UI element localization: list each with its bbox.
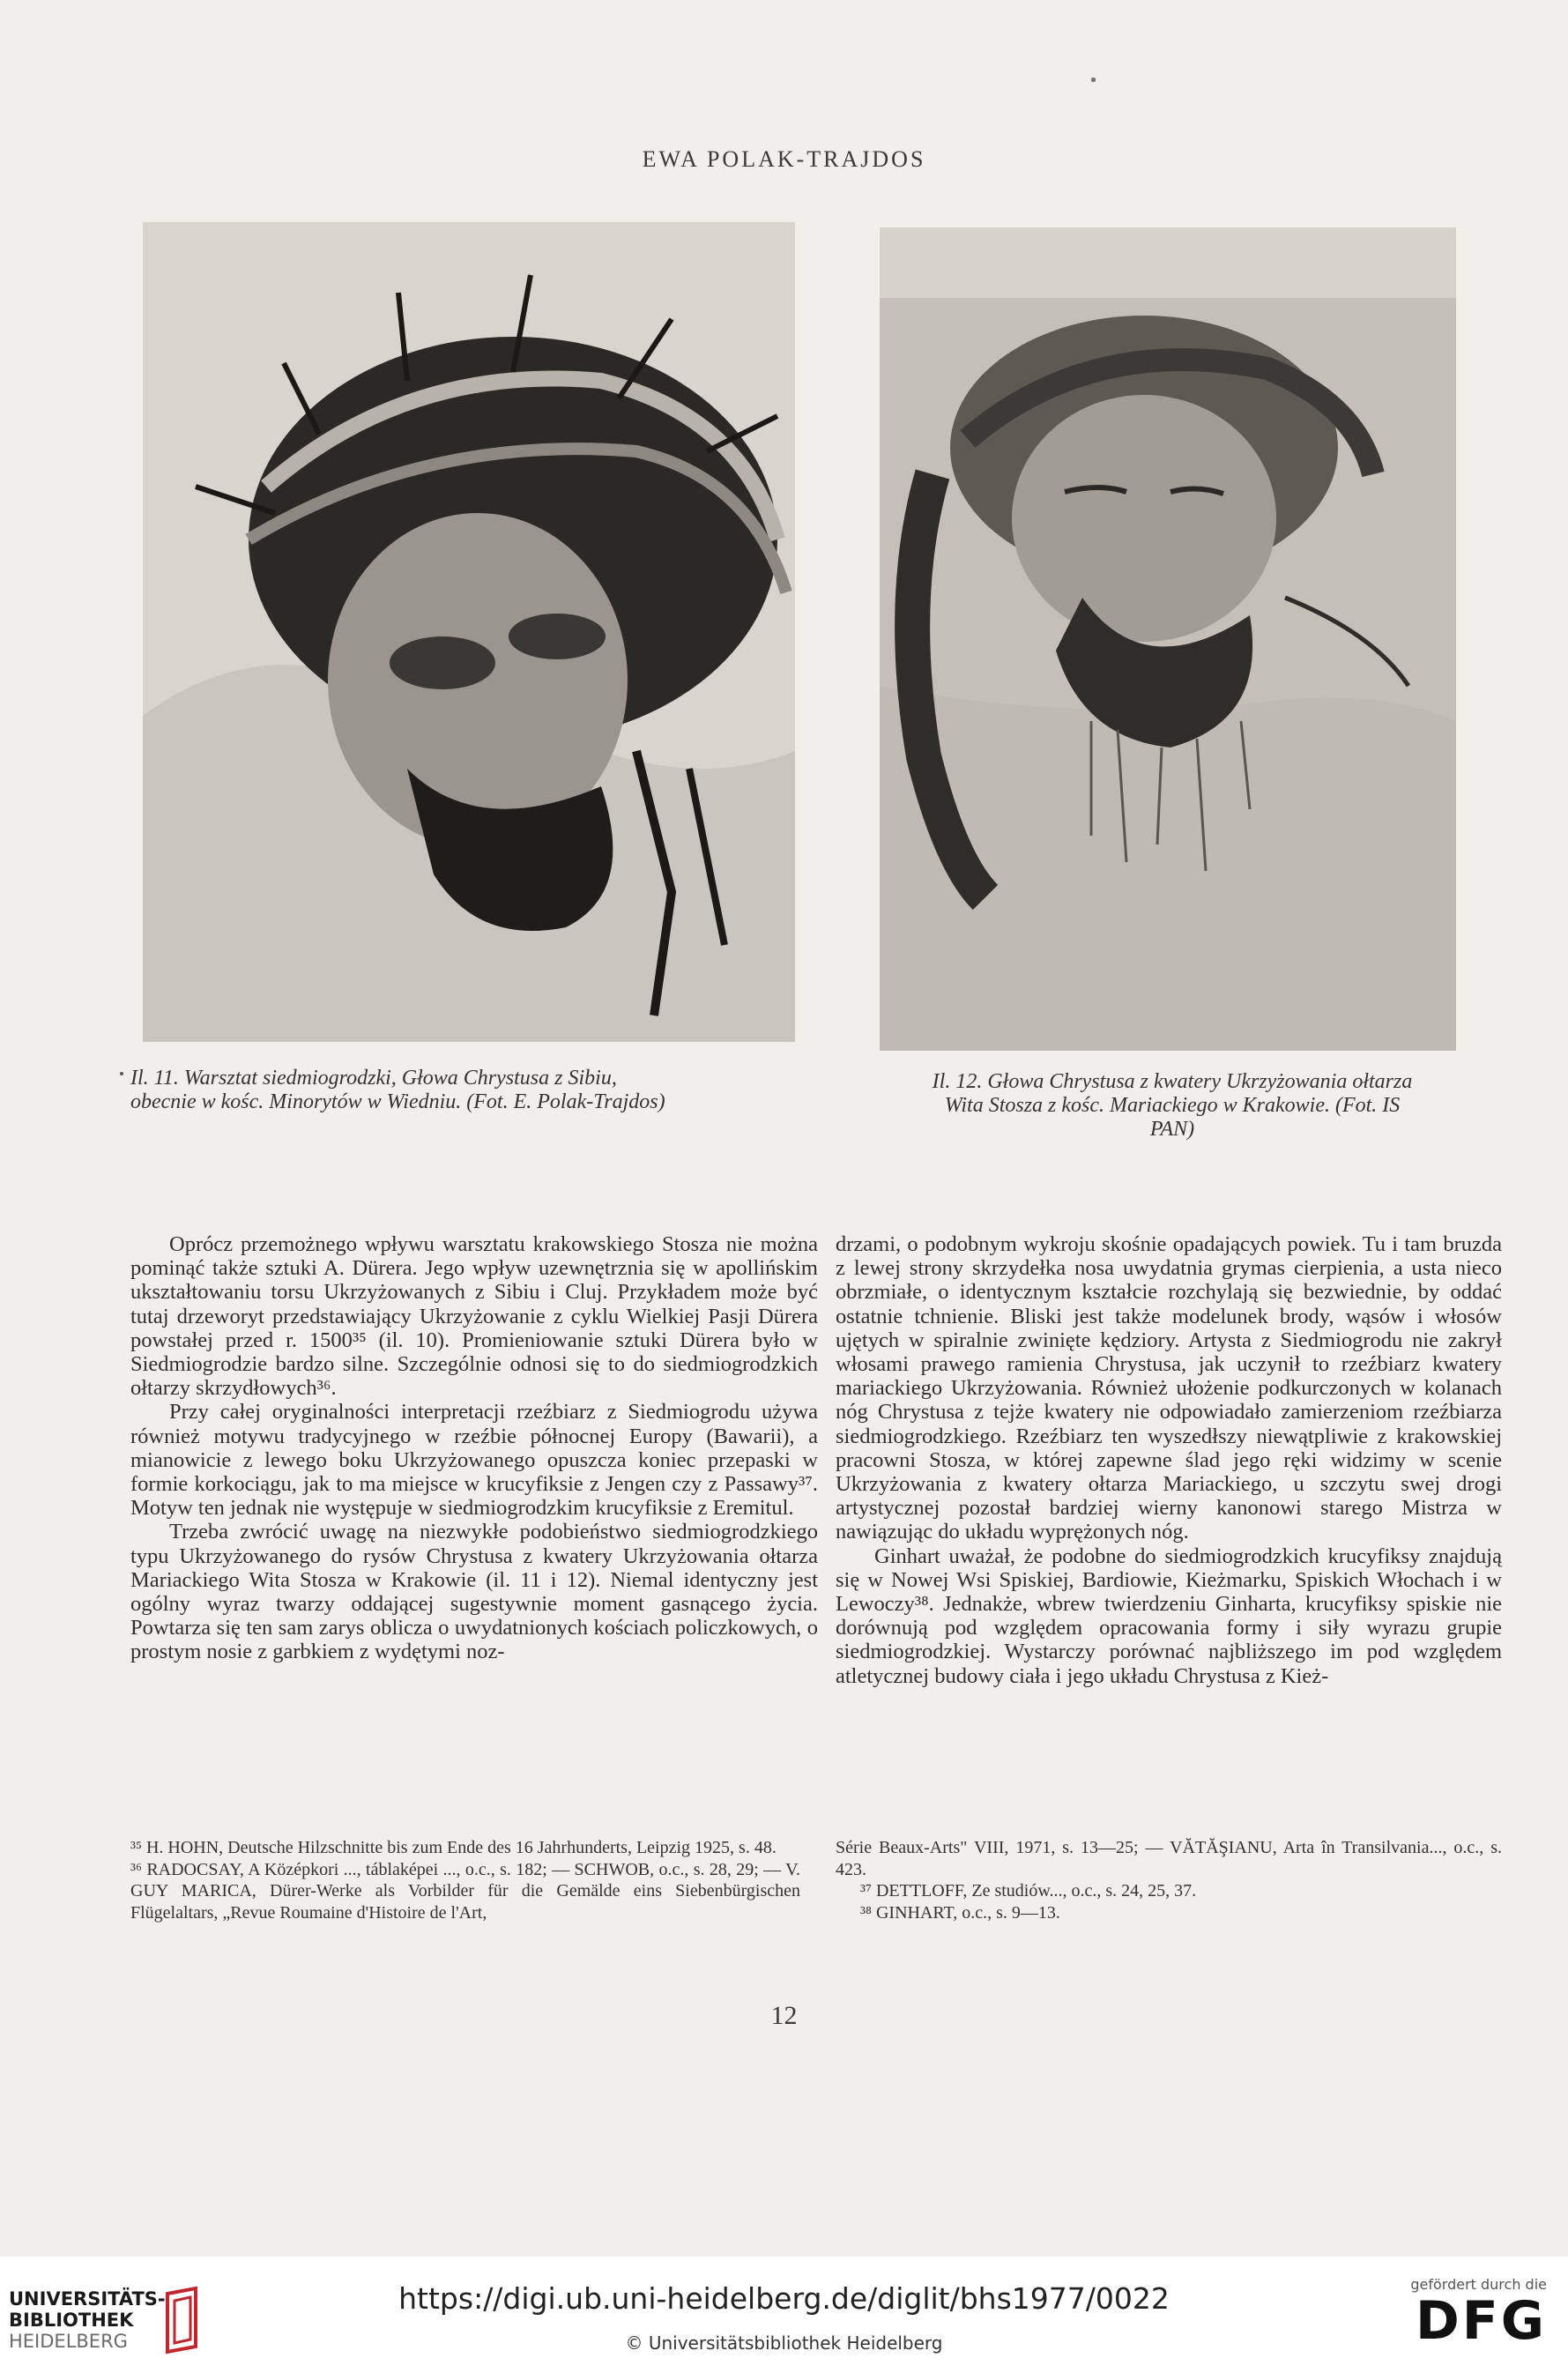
christ-head-sibiu-image (143, 222, 795, 1042)
footnote: ³⁷ DETTLOFF, Ze studiów..., o.c., s. 24, 25, 37. (860, 1881, 1197, 1901)
paragraph: Trzeba zwrócić uwagę na niezwykłe podobieństwo siedmiogrodzkiego typu Ukrzyżowanego do rysów Chrystusa z kwatery Ukrzyżowania ołtarza Mariackiego Wita Stosza w Krakowie (il. 11 i 12). Niemal identyczny jest ogólny wyraz twarzy oddającej sugestywnie moment gasnącego życia. Powtarza się ten sam zarys oblicza o uwydatnionych kościach policzkowych, o prostym nosie z garbkiem z wydętymi noz- (130, 1520, 818, 1664)
copyright-notice: © Universitätsbibliothek Heidelberg (625, 2332, 943, 2354)
footnotes-left (130, 1837, 800, 1923)
page-number: 12 (770, 2001, 798, 2030)
footnotes-right (836, 1837, 1502, 1923)
figure-right-caption (874, 1070, 1470, 1142)
paragraph: Ginhart uważał, że podobne do siedmiogrodzkich krucyfiksy znajdują się w Nowej Wsi Spiskiej, Bardiowie, Kieżmarku, Spiskich Włochach i w Lewoczy³⁸. Jednakże, wbrew twierdzeniu Ginharta, krucyfiksy spiskie nie dorównują pod względem opracowania formy i siły wyrazu grupie siedmiogrodzkiej. Wystarczy porównać najbliższego im pod względem atletycznej budowy ciała i jego układu Chrystusa z Kież- (836, 1544, 1502, 1688)
library-name-line: HEIDELBERG (9, 2331, 128, 2352)
paragraph: Oprócz przemożnego wpływu warsztatu krakowskiego Stosza nie można pominąć także sztuki A. Dürera. Jego wpływ uzewnętrznia się w apollińskim ukształtowaniu torsu Ukrzyżowanych z Sibiu i Cluj. Przykładem może być tutaj drzeworyt przedstawiający Ukrzyżowanie z cyklu Wielkiej Pasji Dürera powstałej przed r. 1500³⁵ (il. 10). Promieniowanie sztuki Dürera było w Siedmiogrodzie bardzo silne. Szczególnie odnosi się to do siedmiogrodzkich ołtarzy skrzydłowych³⁶. (130, 1232, 818, 1401)
funder-note: gefördert durch die (1410, 2276, 1547, 2293)
christ-head-krakow-image (880, 227, 1456, 1051)
dfg-logo-text: DFG (1415, 2290, 1547, 2352)
caption-line: obecnie w kośc. Minorytów w Wiedniu. (Fot. E. Polak-Trajdos) (130, 1090, 665, 1113)
body-text-left-column (130, 1232, 818, 1664)
body-text-right-column (836, 1232, 1502, 1688)
library-name-line: UNIVERSITÄTS- (9, 2288, 166, 2310)
paragraph: Przy całej oryginalności interpretacji rzeźbiarz z Siedmiogrodu używa również motywu tradycyjnego w rzeźbie północnej Europy (Bawarii), a mianowicie z lewego boku Ukrzyżowanego opuszcza koniec przepaski w formie korkociągu, jak to ma miejsce w krucyfiksie z Jengen czy z Passawy³⁷. Motyw ten jednak nie występuje w siedmiogrodzkim krucyfiksie z Eremitul. (130, 1400, 818, 1521)
caption-line: Wita Stosza z kośc. Mariackiego w Krakowie. (Fot. IS (944, 1094, 1401, 1117)
scan-speck (120, 1072, 123, 1075)
viewer-footer (0, 2257, 1568, 2373)
caption-line: PAN) (1149, 1118, 1195, 1141)
caption-line: Il. 11. Warsztat siedmiogrodzki, Głowa Chrystusa z Sibiu, (130, 1067, 617, 1090)
caption-line: Il. 12. Głowa Chrystusa z kwatery Ukrzyżowania ołtarza (932, 1070, 1413, 1093)
figure-right-photo (880, 227, 1456, 1051)
figure-left-caption (130, 1067, 800, 1114)
footnote: ³⁶ RADOCSAY, A Középkori ..., táblaképei ..., o.c., s. 182; — SCHWOB, o.c., s. 28, 29; — V. GUY MARICA, Dürer-Werke als Vorbilder für die Gemälde eins Siebenbürgischen Flügelaltars, „Revue Roumaine d'Histoire de l'Art, (130, 1859, 800, 1923)
permalink-url[interactable]: https://digi.ub.uni-heidelberg.de/diglit/bhs1977/0022 (398, 2281, 1170, 2316)
paragraph: drzami, o podobnym wykroju skośnie opadających powiek. Tu i tam bruzda z lewej strony skrzydełka nosa uwydatnia grymas cierpienia, a usta nieco obrzmiałe, o identycznym kształcie rozchylają się bezwiednie, by oddać ostatnie tchnienie. Bliski jest także modelunek brody, wąsów i włosów ujętych w spiralnie zwinięte kędziory. Artysta z Siedmiogrodu nie zakrył włosami prawego ramienia Chrystusa, jak uczynił to rzeźbiarz kwatery mariackiego Ukrzyżowania. Również ułożenie podkurczonych w kolanach nóg Chrystusa z tejże kwatery nie odpowiadało zamierzeniom rzeźbiarza siedmiogrodzkiego. Rzeźbiarz ten wyszedłszy niewątpliwie z krakowskiej pracowni Stosza, w której zapewne ślad jego ręki widzimy w scenie Ukrzyżowania z kwatery ołtarza Mariackiego, u szczytu swej drogi artystycznej pozostał bardziej wierny kanonowi starego Mistrza w nawiązując do układu wyprężonych nóg. (836, 1232, 1502, 1544)
figure-left-photo (143, 222, 795, 1042)
library-name-line: BIBLIOTHEK (9, 2310, 134, 2331)
running-head: EWA POLAK-TRAJDOS (642, 146, 926, 172)
footnote: ³⁵ H. HOHN, Deutsche Hilzschnitte bis zum Ende des 16 Jahrhunderts, Leipzig 1925, s. 48. (130, 1838, 777, 1857)
scan-speck (1091, 78, 1096, 82)
footnote-continuation: Série Beaux-Arts" VIII, 1971, s. 13—25; — VĂTĂŞIANU, Arta în Transilvania..., o.c., s. 423. (836, 1838, 1502, 1879)
funder-logo[interactable] (1397, 2276, 1547, 2364)
footnote: ³⁸ GINHART, o.c., s. 9—13. (860, 1902, 1060, 1923)
